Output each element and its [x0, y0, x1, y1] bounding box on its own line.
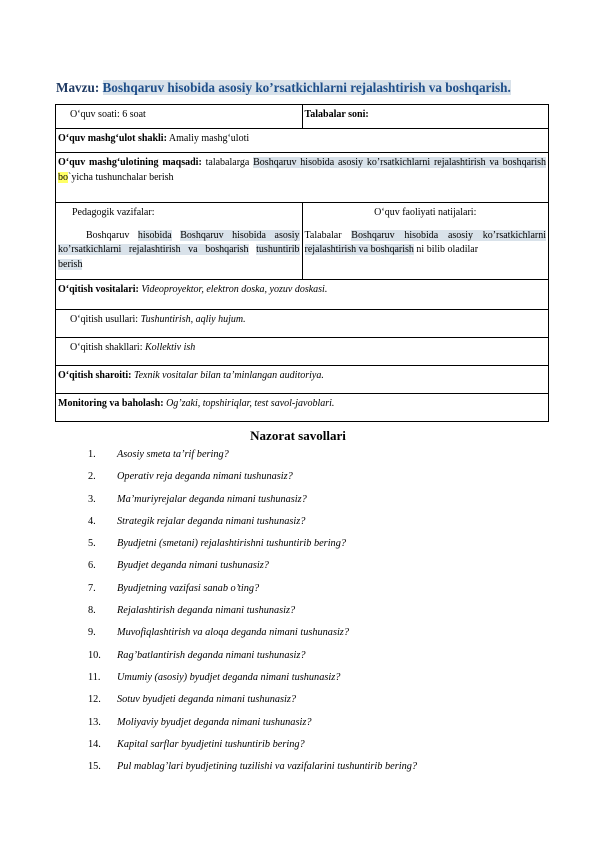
forms-label: O‘qitish shakllari:: [70, 342, 143, 353]
question-item: [88, 717, 417, 739]
question-number: 5.: [88, 538, 96, 550]
question-item: [88, 538, 417, 560]
question-item: [88, 761, 417, 783]
question-item: [88, 739, 417, 761]
question-item: [88, 560, 417, 582]
question-text: Strategik rejalar deganda nimani tushunasiz?: [117, 515, 306, 527]
results-cell: [302, 203, 549, 280]
question-number: 9.: [88, 627, 96, 639]
results-post: ni bilib oladilar: [416, 244, 479, 255]
tools-label: O‘qitish vositalari:: [58, 284, 139, 295]
goal-mid: bo: [58, 171, 68, 183]
tools-value: Videoproyektor, elektron doska, yozuv doskasi.: [141, 284, 328, 295]
question-item: [88, 650, 417, 672]
question-text: Muvofiqlashtirish va aloqa deganda nimani tushunasiz?: [117, 627, 349, 639]
question-number: 7.: [88, 582, 96, 594]
page-title: [56, 80, 566, 96]
ped-highlight-1: hisobida: [137, 229, 172, 241]
hours-text: O‘quv soati: 6 soat: [70, 109, 146, 120]
question-number: 13.: [88, 716, 101, 728]
monitoring-label: Monitoring va baholash:: [58, 398, 164, 409]
form-cell: [56, 129, 549, 153]
question-number: 4.: [88, 515, 96, 527]
ped-pre: Boshqaruv: [86, 229, 130, 241]
question-number: 8.: [88, 605, 96, 617]
methods-cell: [56, 310, 549, 338]
results-highlight: Boshqaruv hisobida asosiy ko’rsatkichlarni rejalashtirish va boshqarish: [304, 229, 547, 255]
question-text: Umumiy (asosiy) byudjet deganda nimani tushunasiz?: [117, 671, 341, 683]
question-text: Kapital sarflar byudjetini tushuntirib bering?: [117, 738, 305, 750]
students-label: Talabalar soni:: [304, 109, 369, 120]
question-number: 11.: [88, 671, 101, 683]
question-number: 1.: [88, 449, 96, 460]
question-number: 3.: [88, 493, 96, 505]
questions-list: [88, 449, 417, 783]
methods-label: O‘qitish usullari:: [70, 314, 139, 325]
hours-cell: [56, 105, 303, 129]
question-item: [88, 494, 417, 516]
goal-post: `yicha tushunchalar berish: [68, 171, 174, 183]
title-topic: Boshqaruv hisobida asosiy ko’rsatkichlarni rejalashtirish va boshqarish.: [102, 80, 511, 95]
control-questions-title: Nazorat savollari: [250, 428, 346, 443]
title-label: Mavzu:: [56, 80, 100, 95]
question-item: [88, 672, 417, 694]
question-number: 15.: [88, 761, 101, 773]
question-text: Asosiy smeta ta’rif bering?: [117, 449, 229, 460]
goal-cell: [56, 153, 549, 203]
question-number: 6.: [88, 560, 96, 572]
question-text: Moliyaviy byudjet deganda nimani tushunasiz?: [117, 716, 312, 728]
goal-pre: talabalarga: [205, 157, 250, 168]
question-text: Sotuv byudjeti deganda nimani tushunasiz?: [117, 694, 297, 706]
tools-cell: [56, 280, 549, 310]
ped-highlight-2: tushuntirib berish: [58, 244, 300, 270]
methods-value: Tushuntirish, aqliy hujum.: [140, 314, 246, 325]
question-text: Byudjetning vazifasi sanab o’ting?: [117, 582, 260, 594]
question-number: 12.: [88, 694, 101, 706]
results-pre: Talabalar: [304, 229, 342, 241]
question-number: 2.: [88, 471, 96, 483]
form-label: O‘quv mashg‘ulot shakli:: [58, 133, 167, 144]
conditions-value: Texnik vositalar bilan ta’minlangan auditoriya.: [133, 370, 324, 381]
question-number: 14.: [88, 738, 101, 750]
students-cell: [302, 105, 549, 129]
lesson-plan-table: [55, 104, 549, 422]
question-text: Rejalashtirish deganda nimani tushunasiz?: [117, 605, 296, 617]
question-number: 10.: [88, 649, 101, 661]
forms-cell: [56, 338, 549, 366]
question-item: [88, 449, 417, 471]
question-text: Rag’batlantirish deganda nimani tushunasiz?: [117, 649, 306, 661]
question-text: Byudjetni (smetani) rejalashtirishni tushuntirib bering?: [117, 538, 346, 550]
question-item: [88, 516, 417, 538]
form-value: Amaliy mashg‘uloti: [168, 133, 250, 144]
pedagogic-label: Pedagogik vazifalar:: [72, 207, 155, 218]
conditions-label: O‘qitish sharoiti:: [58, 370, 132, 381]
question-item: [88, 471, 417, 493]
conditions-cell: [56, 366, 549, 394]
goal-highlight: Boshqaruv hisobida asosiy ko’rsatkichlarni rejalashtirish va boshqarish: [253, 157, 547, 168]
pedagogic-text: [58, 229, 300, 273]
pedagogic-cell: [56, 203, 303, 280]
ped-mid: Boshqaruv hisobida asosiy ko’rsatkichlarni rejalashtirish va boshqarish: [58, 229, 300, 255]
monitoring-value: Og’zaki, topshiriqlar, test savol-javoblari.: [166, 398, 335, 409]
question-text: Byudjet deganda nimani tushunasiz?: [117, 560, 269, 572]
question-text: Operativ reja deganda nimani tushunasiz?: [117, 471, 293, 483]
results-text: [305, 229, 547, 258]
question-text: Ma’muriyrejalar deganda nimani tushunasiz?: [117, 493, 307, 505]
monitoring-cell: [56, 394, 549, 422]
goal-label: O‘quv mashg‘ulotining maqsadi:: [58, 157, 202, 168]
question-item: [88, 694, 417, 716]
results-label: O‘quv faoliyati natijalari:: [374, 207, 477, 218]
question-item: [88, 627, 417, 649]
forms-value: Kollektiv ish: [145, 342, 196, 353]
question-text: Pul mablag’lari byudjetining tuzilishi va vazifalarini tushuntirib bering?: [117, 761, 418, 773]
question-item: [88, 605, 417, 627]
question-item: [88, 583, 417, 605]
